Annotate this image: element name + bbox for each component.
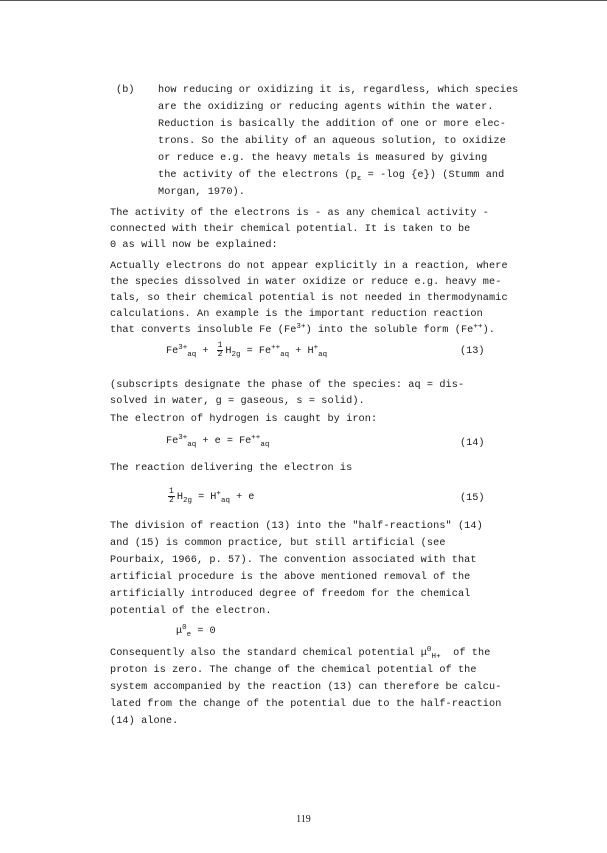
text-line: artificially introduced degree of freedom for the chemical <box>110 589 471 600</box>
text-line: The activity of the electrons is - as any chemical activity - <box>110 208 490 219</box>
text-line: potential of the electron. <box>110 606 272 617</box>
text-line: tals, so their chemical potential is not needed in thermodynamic <box>110 293 508 304</box>
text-line: proton is zero. The change of the chemical potential of the <box>110 665 477 676</box>
text-line: and (15) is common practice, but still artificial (see <box>110 538 446 549</box>
text-line: solved in water, g = gaseous, s = solid). <box>110 396 365 407</box>
text-line: system accompanied by the reaction (13) can therefore be calcu- <box>110 682 502 693</box>
text-line: Actually electrons do not appear explicitly in a reaction, where <box>110 261 508 272</box>
text-line: (14) alone. <box>110 716 179 727</box>
equation-number: (14) <box>460 438 485 449</box>
page-number: 119 <box>296 814 311 825</box>
text-line: trons. So the ability of an aqueous solution, to oxidize <box>158 136 506 147</box>
text-line: how reducing or oxidizing it is, regardless, which species <box>158 85 519 96</box>
text-line: calculations. An example is the important reduction reaction <box>110 309 483 320</box>
text-line: 0 as will now be explained: <box>110 240 278 251</box>
equation-number: (15) <box>460 493 485 504</box>
text-line: The division of reaction (13) into the "half-reactions" (14) <box>110 521 483 532</box>
item-label: (b) <box>116 85 135 96</box>
text-line: Consequently also the standard chemical potential $\mu^0_{H+}$ of the <box>110 646 491 661</box>
fraction-half: $\frac{1}{2}$ <box>169 487 174 505</box>
text-line: the species dissolved in water oxidize or reduce e.g. heavy me- <box>110 277 502 288</box>
text-line: lated from the change of the potential due to the half-reaction <box>110 699 502 710</box>
equation-number: (13) <box>460 346 485 357</box>
text-line: Reduction is basically the addition of one or more elec- <box>158 119 506 130</box>
text-line: artificial procedure is the above mentioned removal of the <box>110 572 471 583</box>
text-line: (subscripts designate the phase of the species: aq = dis- <box>110 380 465 391</box>
equation-14: $Fe^{3+}_{aq} + e = Fe^{++}_{aq}$ <box>166 434 270 449</box>
equation-15: $\frac{1}{2}$ $H_{2g} = H^+_{aq} + e$ <box>169 487 255 506</box>
text-line: connected with their chemical potential. It is taken to be <box>110 224 471 235</box>
text-line: Pourbaix, 1966, p. 57). The convention associated with that <box>110 555 477 566</box>
text-line: Morgan, 1970). <box>158 187 245 198</box>
equation-13: $Fe^{3+}_{aq}$ + $\frac{1}{2}$ $H_{2g} = Fe^{++}_{aq} + H^+_{aq}$ <box>166 341 328 360</box>
text-line: are the oxidizing or reducing agents within the water. <box>158 102 494 113</box>
text-line: The reaction delivering the electron is <box>110 463 353 474</box>
text-line: The electron of hydrogen is caught by iron: <box>110 414 378 425</box>
equation-mu-electron: $\mu^0_e = 0$ <box>176 624 216 639</box>
fraction-half: $\frac{1}{2}$ <box>217 341 223 359</box>
text-line: the activity of the electrons ($p_\varepsilon = -\log$ {e}) (Stumm and <box>158 170 505 183</box>
text-line: that converts insoluble Fe $(Fe^{3+})$ into the soluble form (Fe++). <box>110 323 496 336</box>
text-line: or reduce e.g. the heavy metals is measured by giving <box>158 153 488 164</box>
